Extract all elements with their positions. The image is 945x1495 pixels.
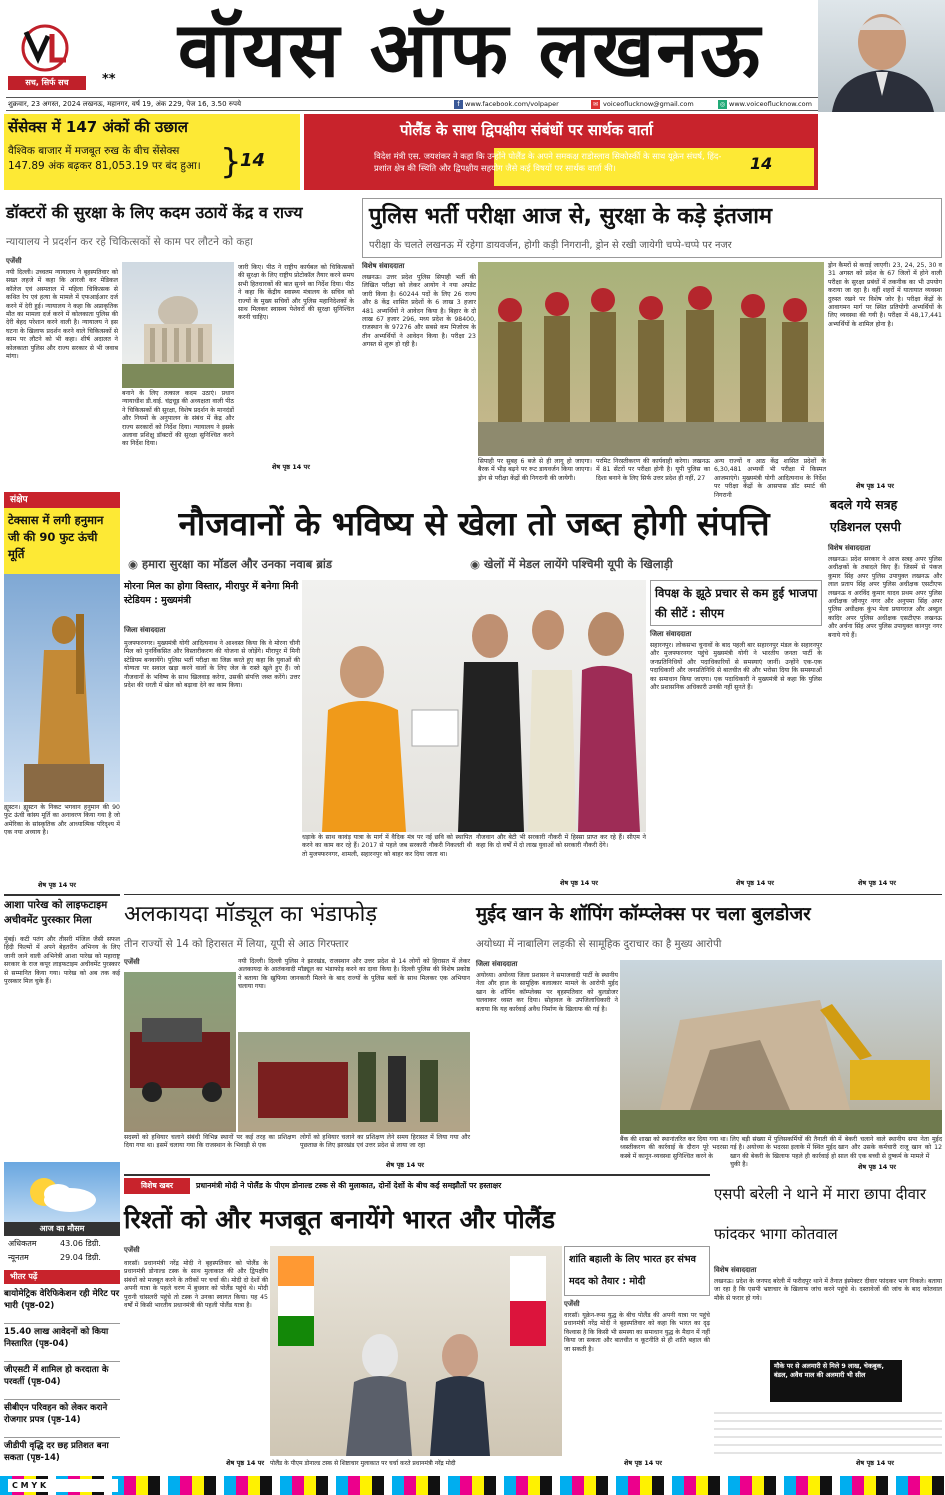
poland-agency: एजेंसी: [124, 1246, 140, 1254]
index-item[interactable]: 15.40 लाख आवेदनों को किया निस्तारित (पृष्ठ-04): [4, 1326, 120, 1362]
poland-caption: पोलैंड के पीएम डोनाल्ड टस्क से शिष्टाचार मुलाकात पर चर्चा करते प्रधानमंत्री नरेंद्र मोदी: [270, 1460, 456, 1467]
main-caption1: धड़ाके के साथ कावंड़ यात्रा के मार्ग में वैदिक मंत्र पर नई छवि को स्थापित करने का काम कर रहे हैं। 2017 से पहले जब सरकारी नौकरी निकलती थी तो मुजफ्फरनगर, शामली, सहारनपुर को बाहर कर दिया जाता था।: [302, 834, 472, 858]
main-kicker-left-text: हमारा सुरक्षा का मॉडल और उनका नवाब ब्रांड: [142, 557, 333, 571]
main-kicker-right-text: खेलों में मेडल लायेंगे पश्चिमी यूपी के खिलाड़ी: [484, 557, 673, 571]
weather-min-row: [4, 1252, 120, 1264]
teaser-left: [4, 114, 300, 190]
transfers-text: लखनऊ। प्रदेश सरकार ने आज सत्रह अपर पुलिस अधीक्षकों के तबादले किए हैं। जिसमें से पंकज कुमार सिंह अपर पुलिस उपायुक्त लखनऊ और लाल प्रताप सिंह अपर पुलिस अधीक्षक एसटीएफ लखनऊ व अरविंद कुमार यादव प्रथम अपर पुलिस अधीक्षक जौनपुर नगर और अनुपमा सिंह अपर पुलिस अधीक्षक कुंभ मेला प्रयागराज और अब्दुल कादिर अपर पुलिस अधीक्षक एसटीएफ लखनऊ और अर्चना सिंह अपर पुलिस उपायुक्त कानपुर नगर बनाये गये हैं।: [828, 556, 942, 639]
poland-strip-label: विशेष खबर: [124, 1178, 190, 1194]
teaser-right-headline: पोलैंड के साथ द्विपक्षीय संबंधों पर सार्थक वार्ता: [400, 121, 653, 139]
side-news-text: मुंबई। कटी पतंग और तीसरी मंजिल जैसी सफल हिंदी फिल्मों में अपने बेहतरीन अभिनय के लिए जानी जाने वाली अभिनेत्री आशा पारेख को महाराष्ट्र सरकार के राज कपूर लाइफटाइम अचीवमेंट पुरस्कार से सम्मानित किया गया। पारेख को अब तक कई पुरस्कार मिल चुके हैं।: [4, 936, 120, 986]
poland-strip: [124, 1174, 710, 1194]
brief-label: संक्षेप: [4, 492, 120, 508]
doctors-subhead: न्यायालय ने प्रदर्शन कर रहे चिकित्सकों से काम पर लौटने को कहा: [6, 236, 253, 248]
bullet-icon: ◉: [128, 557, 143, 571]
main-headline: नौजवानों के भविष्य से खेला तो जब्त होगी संपत्ति: [178, 504, 770, 543]
alqaeda-subhead: तीन राज्यों से 14 को हिरासत में लिया, यूपी से आठ गिरफ्तार: [124, 939, 349, 950]
hanuman-statue-photo: [4, 574, 120, 802]
alqaeda-col3: लोगों को हथियार चलाने का प्रशिक्षण लेने समय हिरासत में लिया गया और पूछताछ के लिए झारखंड एवं उत्तर प्रदेश से लाया जा रहा: [300, 1134, 470, 1150]
police-col5: ड्रोन कैमरों से कराई जाएगी। 23, 24, 25, 30 व 31 अगस्त को प्रदेश के 67 जिलों में होने वाली परीक्षा के सुरक्षा प्रबंधों में तकनीक का भी उपयोग कराया जा रहा है। वहीं शहरों में यातायात व्यवस्था दुरुस्त रखने पर विशेष जोर है। परीक्षा केंद्रों के आवागमन मार्ग पर स्थित प्रतियोगी अभ्यर्थियों के लिए व्यवस्था की गयी है। परीक्षा में 48,17,441 अभ्यर्थियों के शामिल होना है।: [828, 262, 942, 328]
weather-max-value: 43.06 डिग्री.: [60, 1239, 101, 1248]
raid-headline: एसपी बरेली ने थाने में मारा छापा दीवार फांदकर भागा कोतवाल: [714, 1185, 926, 1243]
transfers-title: बदले गये सत्रह एडिशनल एसपी: [830, 497, 901, 534]
arrest-photo: [124, 972, 236, 1132]
police-continued[interactable]: शेष पृष्ठ 14 पर: [856, 482, 894, 490]
weather-icon-box: [4, 1162, 120, 1222]
cmyk-label: C M Y K: [8, 1479, 118, 1492]
demolition-icon: [620, 960, 942, 1134]
bulldozer-col4: लिए बड़ी संख्या में पुलिसकर्मियों की तैनाती की गई है। अयोध्या के भदरसा इलाके में स्थित मुईद खान की बेकरी के खिलाफ पहले ही कार्रवाई हो चुकी है।: [730, 1136, 836, 1169]
teaser-right: [304, 114, 818, 190]
doctors-col3: जारी किए। पीठ ने राष्ट्रीय कार्यबल को चिकित्सकों की सुरक्षा के लिए राष्ट्रीय प्रोटोकॉल तैयार करने समय सभी हितधारकों की बात सुनने का निर्देश दिया। पीठ ने कहा कि केंद्रीय स्वास्थ्य मंत्रालय के सचिव को राज्यों के मुख्य सचिवों और पुलिस महानिदेशकों के साथ मिलकर स्वास्थ्य पेशेवरों की सुरक्षा सुनिश्चित करनी चाहिए।: [238, 264, 354, 322]
brief-text: ह्यूस्टन। ह्यूस्टन के निकट भगवान हनुमान की 90 फुट ऊंची कांस्य मूर्ति का अनावरण किया गया है जो अमेरिका के सांस्कृतिक और आध्यात्मिक परिदृश्य में एक नया अध्याय है।: [4, 804, 120, 837]
doctors-agency: एजेंसी: [6, 257, 22, 265]
portrait-icon: [818, 0, 945, 112]
police-subhead: परीक्षा के चलते लखनऊ में रहेगा डायवर्जन, होगी कड़ी निगरानी, ड्रोन से रखी जायेगी चप्पे-चप्पे पर नजर: [369, 240, 732, 251]
raid-inset-text: मौके पर से अलमारी से मिले 9 लाख, चेकबुक, बंडल, अवैध माल की अलमारी भी सील: [774, 1362, 884, 1379]
index-list: [4, 1286, 120, 1478]
masthead-portrait: [818, 0, 945, 112]
main-kicker-right: [470, 554, 826, 574]
transfers-headline-box: [828, 494, 942, 542]
doctors-col1: नयी दिल्ली। उच्चतम न्यायालय ने बृहस्पतिवार को सख्त लहजे में कहा कि आरजी कर मेडिकल कॉलेज एवं अस्पताल में महिला चिकित्सक से कथित रेप एवं हत्या के मामले में एफआईआर दर्ज करने में देरी हुई। न्यायालय ने कहा कि अप्राकृतिक मौत का मामला दर्ज करने में कोलकाता पुलिस की देरी बेहद परेशान करने वाली है। न्यायालय ने इस घटना के खिलाफ प्रदर्शन करने वाले चिकित्सकों से काम पर लौटने को भी कहा। शीर्ष अदालत ने कोलकाता पुलिस और राज्य सरकार से भी जवाब मांगा।: [6, 269, 118, 361]
teaser-left-page: 14: [240, 150, 266, 171]
main-sub-left: मोरना मिल का होगा विस्तार, मीरापुर में बनेगा मिनी स्टेडियम : मुख्यमंत्री: [124, 581, 299, 606]
police-caption: सिपाही पर सुबह 6 बजे से ही लागू हो जाएगा। बैरक में भीड़ बढ़ने पर रूट डायवर्जन किया जाएगा। ड्रोन से परीक्षा केंद्रों की निगरानी की जायेगी।: [478, 458, 592, 482]
index-item[interactable]: जीडीपी वृद्धि दर छह प्रतिशत बना सकता (पृष्ठ-14): [4, 1441, 109, 1463]
transfers-agency: विशेष संवाददाता: [828, 544, 871, 552]
transfers-continued[interactable]: शेष पृष्ठ 14 पर: [858, 879, 896, 887]
divider: [124, 894, 942, 895]
logo-mark-icon: [8, 22, 82, 82]
vehicle-icon: [124, 972, 236, 1132]
cm-event-photo: [302, 580, 646, 832]
bulldozer-col5: में बेकरी चलाने वाले स्थानीय सपा नेता मुईद खान और उसके कर्मचारी राजू खान को 12 साल की एक बच्ची से दुष्कर्म के मामले में: [838, 1136, 942, 1160]
peace-headline: शांति बहाली के लिए भारत हर संभव मदद को तैयार : मोदी: [569, 1254, 696, 1287]
poland-strip-text: प्रधानमंत्री मोदी ने पोलैंड के पीएम डोनाल्ड टस्क से की मुलाकात, दोनों देशों के बीच कई समझौतों पर हस्ताक्षर: [196, 1181, 502, 1190]
court-building-icon: [122, 262, 234, 388]
raid-inset: [770, 1360, 902, 1402]
alqaeda-headline: अलकायदा मॉड्यूल का भंडाफोड़: [124, 902, 378, 927]
police-col4: अन्य राज्यों व आठ केंद्र शासित प्रदेशों के 6,30,481 अभ्यर्थी भी परीक्षा में किस्मत आजमाएंगे। मुख्यमंत्री योगी आदित्यनाथ के निर्देश पर परीक्षा केंद्रों के आसपास डॉट स्मार्ट की निगरानी: [714, 458, 826, 499]
bulldozer-subhead: अयोध्या में नाबालिग लड़की से सामूहिक दुराचार का है मुख्य आरोपी: [476, 939, 722, 950]
masthead-stars: **: [102, 72, 116, 87]
index-title: भीतर पढ़ें: [4, 1270, 120, 1284]
opposition-headline: विपक्ष के झूठे प्रचार से कम हुई भाजपा की सीटें : सीएम: [655, 586, 818, 620]
arrest-photo-2: [238, 1032, 470, 1132]
cadets-icon: [478, 262, 824, 456]
peace-agency: एजेंसी: [564, 1300, 580, 1308]
bulldozer-continued[interactable]: शेष पृष्ठ 14 पर: [858, 1163, 896, 1171]
email-icon: ✉: [592, 101, 599, 108]
police-headline: पुलिस भर्ती परीक्षा आज से, सुरक्षा के कड़े इंतजाम: [369, 204, 773, 229]
logo-tagline: सच, सिर्फ सच: [8, 76, 86, 90]
main-kicker-left: [128, 554, 468, 574]
website-link[interactable]: www.voiceoflucknow.com: [729, 100, 812, 108]
doctors-headline: डॉक्टरों की सुरक्षा के लिए कदम उठायें केंद्र व राज्य: [6, 203, 303, 222]
poland-continued[interactable]: शेष पृष्ठ 14 पर: [226, 1459, 264, 1467]
police-parade-photo: [478, 262, 824, 456]
peace-continued[interactable]: शेष पृष्ठ 14 पर: [624, 1459, 662, 1467]
police-col1: लखनऊ। उत्तर प्रदेश पुलिस सिपाही भर्ती की लिखित परीक्षा को लेकर आयोग ने नया अपडेट जारी किया है। 60244 पदों के लिए 26 राज्य और 8 केंद्र शासित प्रदेशों के 6 लाख 3 हजार 481 अभ्यर्थियों ने आवेदन किया है। बिहार के दो लाख 67 हजार 296, मध्य प्रदेश के 98400, राजस्थान के 97276 और सबसे कम मिजोरम के तीन अभ्यर्थियों ने आवेदन किया है। परीक्षा 23 अगस्त से शुरू हो रही है।: [362, 274, 476, 349]
main-agency: जिला संवाददाता: [124, 626, 166, 634]
teaser-right-page: 14: [750, 154, 773, 173]
alqaeda-continued[interactable]: शेष पृष्ठ 14 पर: [386, 1161, 424, 1169]
main-continued[interactable]: शेष पृष्ठ 14 पर: [560, 879, 598, 887]
web-icon: ◎: [719, 101, 726, 108]
police-col3: परमिट निरस्तीकरण की कार्यवाही करेगा। लखनऊ में 81 सेंटरों पर परीक्षा होनी है। यूपी पुलिस का दिशा बनाने के लिए सिर्फ उत्तर प्रदेश ही नहीं, 27: [596, 458, 710, 482]
opposition-text: सहारनपुर। लोकसभा चुनावों के बाद पहली बार सहारनपुर मंडल के सहारनपुर और मुजफ्फरनगर पहुंचे मुख्यमंत्री योगी ने भारतीय जनता पार्टी के जनप्रतिनिधियों और पदाधिकारियों से समस्याएं जानीं। उन्होंने एक-एक पदाधिकारी और जनप्रतिनिधि से बातचीत की और भरोसा दिया कि समस्याओं का समाधान किया जाएगा। एक पदाधिकारी ने मुख्यमंत्री से कहा कि पुलिस और प्रशासनिक अधिकारी उनकी नहीं सुनते हैं।: [650, 642, 822, 692]
alqaeda-text: नयी दिल्ली। दिल्ली पुलिस ने झारखंड, राजस्थान और उत्तर प्रदेश से 14 लोगों को हिरासत में लेकर अलकायदा के आतंकवादी मॉड्यूल का भंडाफोड़ करने का दावा किया है। दिल्ली पुलिस की विशेष प्रकोष्ठ ने बताया कि खुफिया जानकारी मिलने के बाद राज्यों के पुलिस बलों के साथ मिलकर एक अभियान चलाया गया।: [238, 958, 470, 991]
brief-continued[interactable]: शेष पृष्ठ 14 पर: [38, 881, 76, 889]
bulldozer-agency: जिला संवाददाता: [476, 960, 518, 968]
bulldozer-caption: बैंक की शाखा को स्थानांतरित कर दिया गया था। ध्वस्तीकरण की कार्रवाई के दौरान पूरे भदरसा कस्बे में कानून-व्यवस्था सुनिश्चित करने के: [620, 1136, 728, 1160]
statue-icon: [4, 574, 120, 802]
police-team-icon: [238, 1032, 470, 1132]
teaser-left-headline: सेंसेक्स में 147 अंकों की उछाल: [8, 118, 188, 136]
doctors-continued[interactable]: शेष पृष्ठ 14 पर: [272, 463, 310, 471]
teaser-right-text: विदेश मंत्री एस. जयशंकर ने कहा कि उन्होंने पोलैंड के अपने समकक्ष राडोस्लाव सिकोर्स्की के साथ यूक्रेन संघर्ष, हिंद-प्रशांत क्षेत्र की स्थिति और द्विपक्षीय सहयोग जैसे कई विषयों पर सार्थक वार्ता की।: [374, 151, 722, 173]
newspaper-title: वॉयस ऑफ लखनऊ: [177, 5, 763, 94]
supreme-court-photo: [122, 262, 234, 388]
facebook-icon: f: [454, 100, 463, 109]
poland-text: वारसॉ। प्रधानमंत्री नरेंद्र मोदी ने बृहस्पतिवार को पोलैंड के प्रधानमंत्री डोनाल्ड टस्क के साथ मुलाकात की और द्विपक्षीय संबंधों को मजबूत करने के तरीकों पर चर्चा की। मोदी दो देशों की अपनी यात्रा के पहले चरण में बुधवार को पोलैंड पहुंचे थे। मोदी पुरानी चांसलरी पहुंचे तो टस्क ने उनका स्वागत किया। यह 45 वर्षों में किसी भारतीय प्रधानमंत्री की पहली पोलैंड यात्रा है।: [124, 1260, 268, 1310]
police-agency: विशेष संवाददाता: [362, 262, 405, 270]
brief-headline: टेक्सास में लगी हनुमान जी की 90 फुट ऊंची मूर्ति: [4, 508, 120, 574]
cm-group-icon: [302, 580, 646, 832]
raid-continued[interactable]: शेष पृष्ठ 14 पर: [856, 1459, 894, 1467]
peace-headline-box: [564, 1246, 710, 1296]
bullet-icon: ◉: [470, 557, 485, 571]
email-link[interactable]: voiceoflucknow@gmail.com: [603, 100, 694, 108]
logo: [8, 22, 82, 82]
weather-min-value: 29.04 डिग्री.: [60, 1253, 101, 1262]
weather-max-label: अधिकतम: [8, 1239, 37, 1248]
registration-strip: [0, 1476, 945, 1495]
facebook-link[interactable]: www.facebook.com/volpaper: [465, 100, 559, 108]
doctors-col2: बनाने के लिए तत्काल कदम उठाएं। प्रधान न्यायाधीश डी.वाई. चंद्रचूड़ की अध्यक्षता वाली पीठ ने चिकित्सकों की सुरक्षा, विशेष प्रदर्शन के मानदंडों और नियमों के अनुपालन के संबंध में केंद्र और राज्य सरकारों को निर्देश दिया। न्यायालय ने इसके अलावा प्रशिक्षु डॉक्टरों की सुरक्षा सुनिश्चित करने का निर्देश दिया।: [122, 390, 234, 448]
index-item[interactable]: बायोमेट्रिक वेरिफिकेशन रही मेरिट पर भारी (पृष्ठ-02): [4, 1288, 120, 1324]
raid-agency: विशेष संवाददाता: [714, 1266, 757, 1274]
police-headline-box: [362, 198, 942, 258]
side-news-headline: आशा पारेख को लाइफटाइम अचीवमेंट पुरस्कार मिला: [4, 894, 120, 934]
alqaeda-caption: सदस्यों को हथियार चलाने संबंधी विभिन्न स्थानों पर कई तरह का प्रशिक्षण दिया गया था। इसमें चलाया गया कि राजस्थान के भिवाड़ी से एक: [124, 1134, 296, 1150]
demolition-photo: [620, 960, 942, 1134]
opposition-continued[interactable]: शेष पृष्ठ 14 पर: [736, 879, 774, 887]
weather-min-label: न्यूनतम: [8, 1253, 29, 1262]
opposition-headline-box: [650, 580, 822, 626]
weather-title: आज का मौसम: [4, 1222, 120, 1236]
opposition-agency: जिला संवाददाता: [650, 630, 692, 638]
bulldozer-text: अयोध्या। अयोध्या जिला प्रशासन ने समाजवादी पार्टी के स्थानीय नेता और हाल के सामूहिक बलात्कार मामले के आरोपी मुईद खान के शॉपिंग कॉम्प्लेक्स पर बृहस्पतिवार को बुलडोजर चलवाकर ध्वस्त कर दिया। सोहावल के उपजिलाधिकारी ने बताया कि यह कार्रवाई अवैध निर्माण के खिलाफ की गई है।: [476, 972, 618, 1013]
teaser-left-text: वैश्विक बाजार में मजबूत रुख के बीच सेंसेक्स 147.89 अंक बढ़कर 81,053.19 पर बंद हुआ।: [8, 145, 201, 172]
index-item[interactable]: जीएसटी में शामिल हो करदाता के परवर्ती (पृष्ठ-04): [4, 1364, 120, 1400]
alqaeda-agency: एजेंसी: [124, 958, 140, 966]
raid-text: लखनऊ। प्रदेश के जनपद बरेली में फरीदपुर थाने में तैनात इंस्पेक्टर दीवार फांदकर भाग निकले। बताया जा रहा है कि एसपी भ्रष्टाचार के खिलाफ जांच करने पहुंचे थे। दस्तावेजों की जांच के बाद कोतवाल मौके से फरार हो गये।: [714, 1278, 942, 1302]
main-caption2: नौजवान और बेटी भी सरकारी नौकरी में हिस्सा प्राप्त कर रहे हैं। सीएम ने कहा कि दो वर्षों में दो लाख युवाओं को सरकारी नौकरी देंगे।: [476, 834, 646, 850]
modi-tusk-photo: [270, 1246, 562, 1456]
index-item[interactable]: सीबीएन परिवहन को लेकर कराने रोजगार प्रपत्र (पृष्ठ-14): [4, 1402, 120, 1438]
peace-text: वारसॉ। यूक्रेन-रूस युद्ध के बीच पोलैंड की अपनी यात्रा पर पहुंचे प्रधानमंत्री नरेंद्र मोदी ने बृहस्पतिवार को कहा कि भारत का दृढ़ विश्वास है कि किसी भी समस्या का समाधान युद्ध के मैदान में नहीं किया जा सकता और बातचीत व कूटनीति से ही शांति बहाल की जा सकती है।: [564, 1312, 710, 1353]
dateline: शुक्रवार, 23 अगस्त, 2024 लखनऊ, महानगर, वर्ष 19, अंक 229, पेज 16, 3.50 रुपये: [8, 100, 242, 108]
weather-max-row: [4, 1238, 120, 1250]
bulldozer-headline: मुईद खान के शॉपिंग कॉम्प्लेक्स पर चला बुलडोजर: [476, 904, 811, 925]
poland-headline: रिश्तों को और मजबूत बनायेंगे भारत और पोलैंड: [124, 1205, 556, 1234]
main-text: मुजफ्फरनगर। मुख्यमंत्री योगी आदित्यनाथ ने आश्वस्त किया कि वे मोरना चीनी मिल को पुनर्विकसित और विस्तारीकरण की योजना से जोड़ेंगे। मीरापुर में मिनी स्टेडियम बनवायेंगे। पुलिस भर्ती परीक्षा का जिक्र करते हुए कहा कि युवाओं की योग्यता पर सवाल खड़ा करने वालों के लिए जेल के रास्ते खुले हुए हैं। जो नौजवानों के भविष्य के साथ खिलवाड़ करेगा, उसकी संपत्ति जब्त करेंगे। उत्तर प्रदेश की धरती में खेल को बढ़ावा देने का काम किया।: [124, 640, 300, 690]
meeting-icon: [270, 1246, 562, 1456]
masthead: [0, 0, 945, 112]
weather-icon: [4, 1162, 120, 1222]
teaser-left-brace: }: [220, 142, 242, 182]
dateline-bar: [6, 97, 818, 111]
raid-text-tail: [714, 1406, 942, 1456]
